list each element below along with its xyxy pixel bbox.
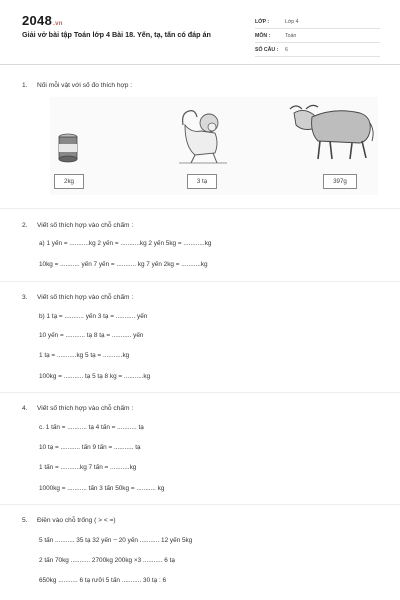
- exercise-line: 10kg = ........... yến 7 yến = ........... kg 7 yến 2kg = ...........kg: [39, 261, 208, 268]
- question-number: 1.: [22, 82, 28, 89]
- question-number: 2.: [22, 222, 28, 229]
- section-divider: [0, 208, 400, 209]
- meta-key: LỚP :: [255, 18, 270, 25]
- question-number: 3.: [22, 294, 28, 301]
- section-divider: [0, 504, 400, 505]
- section-divider: [0, 281, 400, 282]
- exercise-line: 100kg = ........... tạ 5 tạ 8 kg = ...........kg: [39, 373, 151, 380]
- weight-label-2kg[interactable]: 2kg: [54, 174, 84, 189]
- question-1: [22, 82, 132, 89]
- weight-label-397g[interactable]: 397g: [323, 174, 357, 189]
- meta-table: [255, 15, 380, 57]
- header-divider: [0, 64, 400, 65]
- logo-suffix: .vn: [53, 21, 63, 27]
- meta-key: MÔN :: [255, 32, 271, 39]
- question-text: Nối mỗi vật với số đo thích hợp :: [37, 82, 133, 89]
- exercise-line: a) 1 yến = ...........kg 2 yến = ...........kg 2 yến 5kg = ............kg: [39, 240, 212, 247]
- logo-text: 2048: [22, 13, 53, 28]
- meta-value: 6: [285, 46, 288, 53]
- meta-row-class: [255, 15, 380, 29]
- exercise-line: 1 tấn = ...........kg 7 tấn = ...........kg: [39, 464, 137, 471]
- exercise-line: b) 1 tạ = ........... yến 3 tạ = ........... yến: [39, 313, 148, 320]
- exercise-line: 1 tạ = ...........kg 5 tạ = ...........kg: [39, 352, 130, 359]
- site-logo[interactable]: [22, 13, 63, 28]
- exercise-line: 10 yến = ........... tạ 8 tạ = ........... yến: [39, 332, 144, 339]
- exercise-line: 5 tấn ........... 35 tạ 32 yến − 20 yến ........... 12 yến 5kg: [39, 537, 193, 544]
- question-text: Điền vào chỗ trống ( > < =): [37, 517, 116, 524]
- weight-label-3-ta[interactable]: 3 tạ: [187, 174, 217, 189]
- question-text: Viết số thích hợp vào chỗ chấm :: [37, 294, 134, 301]
- person-with-sack-icon: [175, 103, 230, 165]
- question-number: 4.: [22, 405, 28, 412]
- exercise-line: c. 1 tấn = ........... tạ 4 tấn = ........... tạ: [39, 424, 144, 431]
- exercise-line: 650kg ........... 6 tạ rưỡi 5 tấn ........... 30 tạ : 6: [39, 577, 167, 584]
- buffalo-icon: [288, 101, 376, 163]
- meta-row-count: [255, 43, 380, 57]
- question-4: [22, 405, 133, 412]
- question-3: [22, 294, 133, 301]
- exercise-line: 2 tấn 70kg ........... 2700kg 200kg ×3 ........... 6 tạ: [39, 557, 175, 564]
- page-header: [0, 0, 400, 62]
- question-2: [22, 222, 133, 229]
- matching-images: [50, 97, 378, 195]
- page-title: Giải vở bài tập Toán lớp 4 Bài 18. Yến, tạ, tấn có đáp án: [22, 30, 211, 39]
- meta-value: Toán: [285, 32, 297, 39]
- question-5: [22, 517, 116, 524]
- meta-row-subject: [255, 29, 380, 43]
- question-number: 5.: [22, 517, 28, 524]
- meta-key: SỐ CÂU :: [255, 46, 279, 53]
- question-text: Viết số thích hợp vào chỗ chấm :: [37, 222, 134, 229]
- meta-value: Lớp 4: [285, 18, 299, 25]
- question-text: Viết số thích hợp vào chỗ chấm :: [37, 405, 134, 412]
- exercise-line: 1000kg = ........... tấn 3 tấn 50kg = ........... kg: [39, 485, 165, 492]
- exercise-line: 10 tạ = ........... tấn 9 tấn = ........... tạ: [39, 444, 141, 451]
- section-divider: [0, 392, 400, 393]
- can-icon: [57, 133, 79, 163]
